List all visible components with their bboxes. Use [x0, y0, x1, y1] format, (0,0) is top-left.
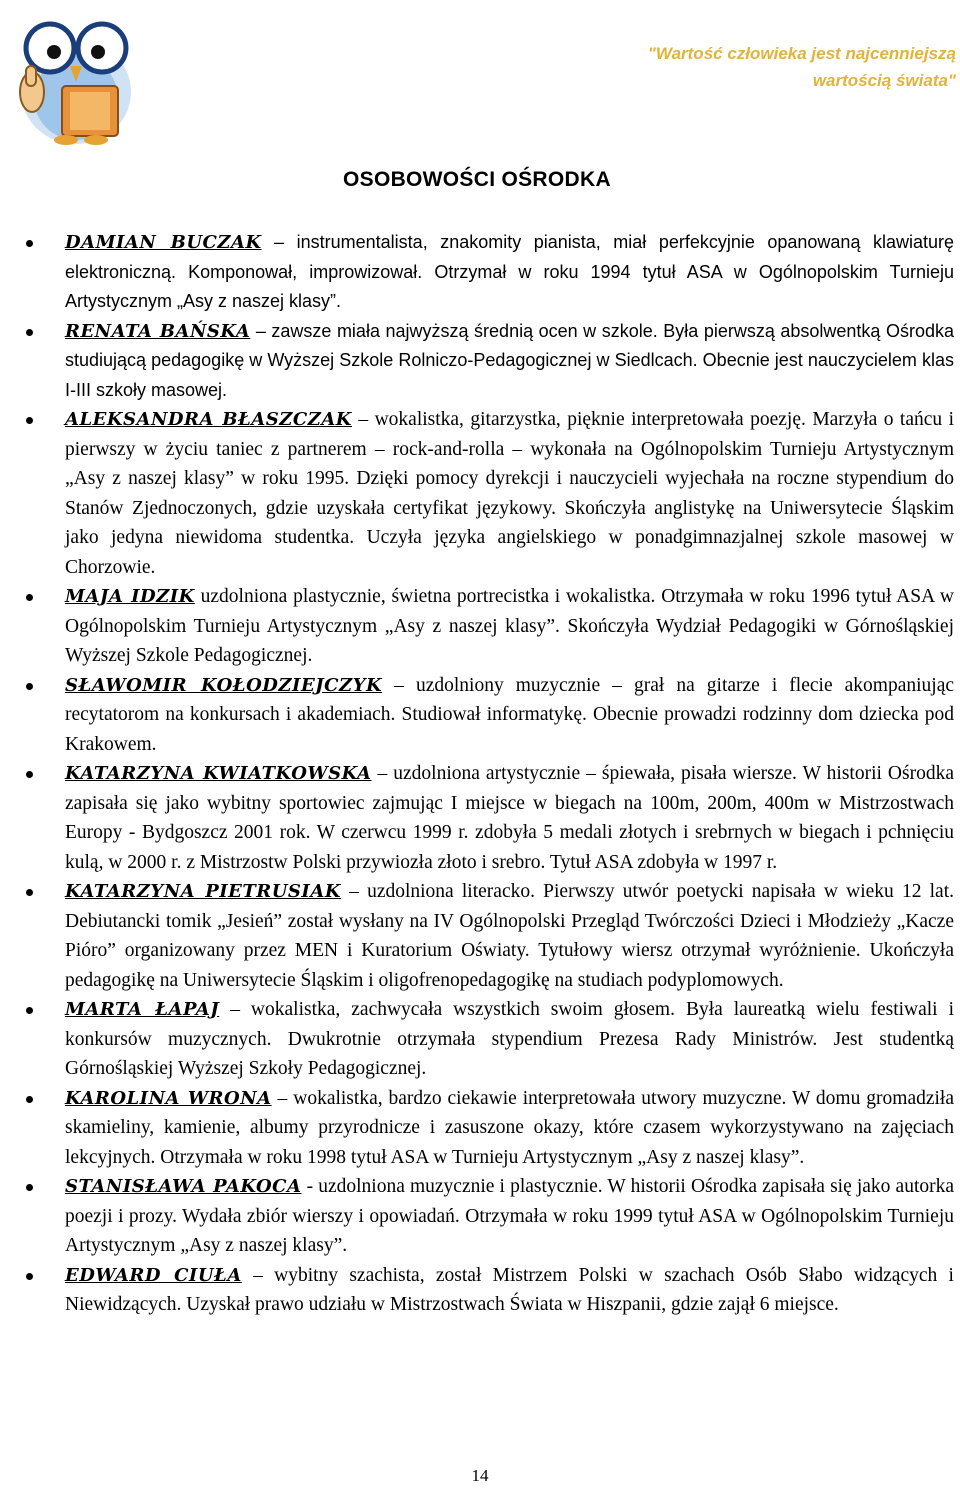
list-item: [0, 228, 960, 317]
list-item: [0, 1084, 960, 1173]
person-description: uzdolniona plastycznie, świetna portrecistka i wokalistka. Otrzymała w roku 1996 tytuł ASA w Ogólnopolskim Turnieju Artystycznym „Asy z naszej klasy”. Skończyła Wydział Pedagogiki w Górnośląskiej Wyższej Szkole Pedagogicznej.: [65, 586, 954, 666]
bullet-icon: [26, 683, 33, 690]
person-name: EDWARD CIUŁA: [65, 1264, 242, 1286]
person-name: KATARZYNA PIETRUSIAK: [65, 881, 341, 902]
bullet-icon: [26, 1273, 33, 1280]
bullet-icon: [26, 1184, 33, 1191]
list-item: [0, 671, 960, 760]
page-number: 14: [471, 1466, 489, 1485]
person-description: – uzdolniona literacko. Pierwszy utwór poetycki napisała w wieku 12 lat. Debiutancki tomik „Jesień” został wysłany na IV Ogólnopolski Przegląd Twórczości Dzieci i Młodzieży „Kacze Pióro” organizowany przez MEN i Kuratorium Oświaty. Tytułowy wiersz otrzymał wyróżnienie. Ukończyła pedagogikę na Uniwersytecie Śląskim i oligofrenopedagogikę na studiach podyplomowych.: [65, 881, 954, 991]
bullet-icon: [26, 417, 33, 424]
bullet-icon: [26, 889, 33, 896]
list-item: [0, 877, 960, 995]
person-name: MAJA IDZIK: [65, 586, 195, 607]
bullet-icon: [26, 240, 33, 247]
list-item: [0, 405, 960, 582]
page-title: OSOBOWOŚCI OŚRODKA: [343, 168, 611, 191]
person-description: – zawsze miała najwyższą średnią ocen w szkole. Była pierwszą absolwentką Ośrodka studiującą pedagogikę w Wyższej Szkole Rolniczo-Pedagogicznej w Siedlcach. Obecnie jest nauczycielem klas I-III szkoły masowej.: [65, 320, 954, 400]
motto: [576, 40, 956, 94]
person-name: SŁAWOMIR KOŁODZIEJCZYK: [65, 674, 383, 696]
list-item: [0, 582, 960, 671]
person-name: STANISŁAWA PAKOCA: [65, 1176, 302, 1197]
list-item: [0, 759, 960, 877]
bullet-icon: [26, 594, 33, 601]
person-description: – wokalistka, bardzo ciekawie interpretowała utwory muzyczne. W domu gromadziła skamieliny, kamienie, albumy przyrodnicze i zasuszone okazy, które czasem wykorzystywano na zajęciach lekcyjnych. Otrzymała w roku 1998 tytuł ASA w Turnieju Artystycznym „Asy z naszej klasy”.: [65, 1087, 954, 1168]
person-description: - uzdolniona muzycznie i plastycznie. W historii Ośrodka zapisała się jako autorka poezji i prozy. Wydała zbiór wierszy i opowiadań. Otrzymała w roku 1999 tytuł ASA w Ogólnopolskim Turnieju Artystycznym „Asy z naszej klasy”.: [65, 1176, 955, 1256]
list-item: [0, 995, 960, 1084]
person-name: KAROLINA WRONA: [65, 1087, 272, 1109]
bullet-icon: [26, 1096, 33, 1103]
person-description: – wybitny szachista, został Mistrzem Polski w szachach Osób Słabo widzących i Niewidzących. Uzyskał prawo udziału w Mistrzostwach Świata w Hiszpanii, gdzie zajął 6 miejsce.: [65, 1264, 954, 1315]
motto-line-2: wartością świata": [812, 71, 956, 90]
person-name: MARTA ŁAPAJ: [65, 999, 220, 1020]
list-item: [0, 317, 960, 406]
person-description: – uzdolniona artystycznie – śpiewała, pisała wiersze. W historii Ośrodka zapisała się jako wybitny sportowiec zajmując I miejsce w biegach na 100m, 200m, 400m w Mistrzostwach Europy - Bydgoszcz 2001 rok. W czerwcu 1999 r. zdobyła 5 medali złotych i srebrnych w biegach i pchnięciu kulą, w 2000 r. z Mistrzostw Polski przywiozła złoto i srebro. Tytuł ASA zdobyła w 1997 r.: [65, 763, 954, 873]
person-name: ALEKSANDRA BŁASZCZAK: [65, 409, 352, 430]
person-name: DAMIAN BUCZAK: [65, 232, 262, 253]
person-description: – instrumentalista, znakomity pianista, miał perfekcyjnie opanowaną klawiaturę elektroniczną. Komponował, improwizował. Otrzymał w roku 1994 tytuł ASA w Ogólnopolskim Turnieju Artystycznym „Asy z naszej klasy”.: [65, 232, 955, 311]
bullet-icon: [26, 771, 33, 778]
owl-logo-icon: [4, 0, 154, 150]
person-description: – uzdolniony muzycznie – grał na gitarze i flecie akompaniując recytatorom na konkursach i akademiach. Studiował informatykę. Obecnie prowadzi rodzinny dom dziecka pod Krakowem.: [65, 674, 954, 755]
person-description: – wokalistka, zachwycała wszystkich swoim głosem. Była laureatką wielu festiwali i konkursów muzycznych. Dwukrotnie otrzymała stypendium Prezesa Rady Ministrów. Jest studentką Górnośląskiej Wyższej Szkoły Pedagogicznej.: [65, 999, 954, 1079]
person-name: KATARZYNA KWIATKOWSKA: [65, 763, 372, 784]
list-item: [0, 1172, 960, 1261]
bullet-icon: [26, 1007, 33, 1014]
motto-line-1: "Wartość człowieka jest najcenniejszą: [647, 44, 956, 63]
list-item: [0, 1261, 960, 1320]
bullet-icon: [26, 329, 33, 336]
person-description: – wokalistka, gitarzystka, pięknie interpretowała poezję. Marzyła o tańcu i pierwszy w życiu taniec z partnerem – rock-and-rolla – wykonała na Ogólnopolskim Turnieju Artystycznym „Asy z naszej klasy” w roku 1995. Dzięki pomocy dyrekcji i nauczycieli wyjechała na roczne stypendium do Stanów Zjednoczonych, gdzie uzyskała certyfikat językowy. Skończyła anglistykę na Uniwersytecie Śląskim jako jedyna niewidoma studentka. Uczyła języka angielskiego w ponadgimnazjalnej szkole masowej w Chorzowie.: [65, 409, 954, 578]
person-name: RENATA BAŃSKA: [65, 320, 251, 342]
personalities-list: [0, 228, 960, 1320]
